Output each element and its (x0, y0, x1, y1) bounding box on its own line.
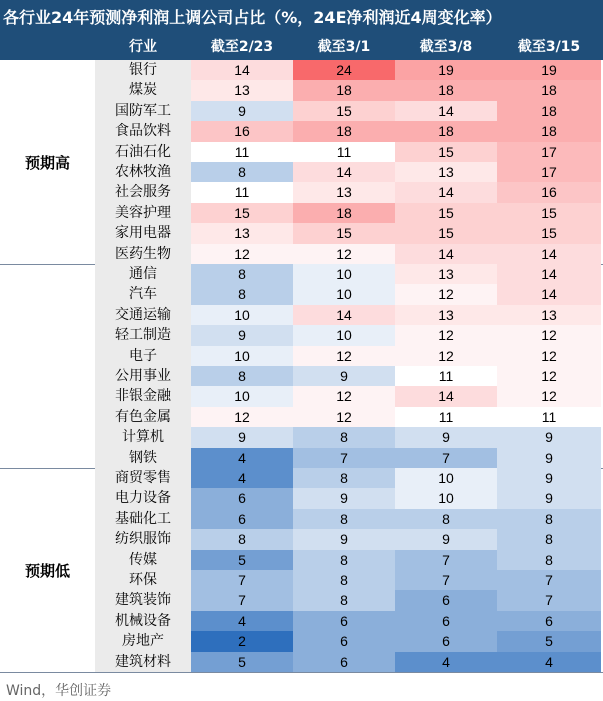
heat-cell: 19 (497, 60, 601, 80)
heat-cell: 18 (497, 101, 601, 121)
industry-label: 有色金属 (95, 407, 191, 427)
heat-cell: 9 (395, 529, 497, 549)
heat-cell: 8 (293, 570, 395, 590)
heat-cell: 11 (191, 142, 293, 162)
heat-cell: 11 (497, 407, 601, 427)
column-header: 截至3/8 (419, 39, 473, 55)
heat-cell: 14 (293, 162, 395, 182)
industry-label: 纺织服饰 (95, 529, 191, 549)
heat-cell: 9 (395, 427, 497, 447)
heat-cell: 14 (191, 60, 293, 80)
heat-cell: 6 (191, 509, 293, 529)
heat-cell: 9 (293, 529, 395, 549)
heat-cell: 12 (293, 386, 395, 406)
column-header: 截至3/1 (317, 39, 371, 55)
industry-label: 计算机 (95, 427, 191, 447)
heat-cell: 11 (293, 142, 395, 162)
heat-cell: 15 (395, 223, 497, 243)
heat-cell: 11 (395, 407, 497, 427)
industry-label: 电力设备 (95, 488, 191, 508)
heat-cell: 6 (395, 631, 497, 651)
heat-cell: 18 (293, 80, 395, 100)
heat-cell: 14 (395, 244, 497, 264)
table-row (95, 101, 603, 121)
industry-label: 电子 (95, 346, 191, 366)
heat-cell: 15 (497, 223, 601, 243)
heat-cell: 24 (293, 60, 395, 80)
heat-cell: 14 (395, 386, 497, 406)
heat-cell: 7 (497, 570, 601, 590)
table-row (95, 223, 603, 243)
heat-cell: 17 (497, 142, 601, 162)
heat-cell: 8 (293, 550, 395, 570)
heat-cell: 7 (497, 590, 601, 610)
heat-cell: 7 (293, 448, 395, 468)
industry-label: 医药生物 (95, 244, 191, 264)
heat-cell: 9 (191, 427, 293, 447)
industry-label: 通信 (95, 264, 191, 284)
heat-cell: 6 (191, 488, 293, 508)
table-row (95, 509, 603, 529)
heat-cell: 12 (191, 407, 293, 427)
heat-cell: 15 (191, 203, 293, 223)
heat-cell: 15 (395, 203, 497, 223)
heat-cell: 12 (293, 407, 395, 427)
heat-cell: 9 (497, 488, 601, 508)
heat-cell: 18 (497, 80, 601, 100)
industry-label: 环保 (95, 570, 191, 590)
heat-cell: 7 (395, 570, 497, 590)
table-row (95, 468, 603, 488)
heat-cell: 4 (191, 611, 293, 631)
heat-cell: 18 (293, 203, 395, 223)
industry-label: 社会服务 (95, 182, 191, 202)
table-row (95, 427, 603, 447)
industry-label: 建筑材料 (95, 652, 191, 672)
table-row (95, 488, 603, 508)
heat-cell: 8 (395, 509, 497, 529)
table-row (95, 182, 603, 202)
heat-cell: 7 (191, 570, 293, 590)
heat-cell: 12 (293, 244, 395, 264)
table-row (95, 590, 603, 610)
heat-cell: 6 (293, 611, 395, 631)
group-label (0, 264, 95, 468)
heat-cell: 8 (497, 529, 601, 549)
heat-cell: 12 (395, 284, 497, 304)
table-row (95, 284, 603, 304)
column-header: 截至2/23 (210, 39, 274, 55)
industry-label: 煤炭 (95, 80, 191, 100)
table-row (95, 570, 603, 590)
heat-cell: 9 (497, 468, 601, 488)
heat-cell: 12 (395, 325, 497, 345)
heat-cell: 15 (293, 223, 395, 243)
industry-label: 建筑装饰 (95, 590, 191, 610)
table-row (95, 162, 603, 182)
heat-cell: 6 (293, 652, 395, 672)
heat-cell: 17 (497, 162, 601, 182)
heat-cell: 15 (395, 142, 497, 162)
table-row (95, 652, 603, 672)
heat-cell: 8 (293, 590, 395, 610)
industry-label: 农林牧渔 (95, 162, 191, 182)
industry-label: 食品饮料 (95, 121, 191, 141)
column-header: 行业 (129, 39, 157, 55)
table-row (95, 325, 603, 345)
group-label: 预期高 (24, 153, 70, 172)
heat-cell: 13 (395, 162, 497, 182)
heat-cell: 10 (395, 468, 497, 488)
table-row (95, 529, 603, 549)
heat-cell: 18 (395, 80, 497, 100)
heat-cell: 13 (191, 80, 293, 100)
industry-label: 机械设备 (95, 611, 191, 631)
heat-cell: 4 (191, 448, 293, 468)
heat-cell: 4 (191, 468, 293, 488)
heat-cell: 16 (191, 121, 293, 141)
table-header-row (0, 35, 603, 60)
heat-cell: 19 (395, 60, 497, 80)
industry-label: 房地产 (95, 631, 191, 651)
table-row (95, 121, 603, 141)
heat-cell: 2 (191, 631, 293, 651)
heat-cell: 13 (497, 305, 601, 325)
heat-cell: 6 (395, 590, 497, 610)
industry-label: 公用事业 (95, 366, 191, 386)
heat-cell: 14 (293, 305, 395, 325)
industry-label: 国防军工 (95, 101, 191, 121)
table-row (95, 305, 603, 325)
table-row (95, 244, 603, 264)
industry-label: 轻工制造 (95, 325, 191, 345)
table-row (95, 407, 603, 427)
heat-cell: 18 (395, 121, 497, 141)
heat-cell: 8 (497, 509, 601, 529)
table-row (95, 386, 603, 406)
heat-cell: 12 (191, 244, 293, 264)
heat-cell: 14 (395, 182, 497, 202)
heat-cell: 8 (497, 550, 601, 570)
heat-cell: 13 (395, 264, 497, 284)
industry-label: 基础化工 (95, 509, 191, 529)
heat-cell: 10 (395, 488, 497, 508)
heat-cell: 11 (191, 182, 293, 202)
heat-cell: 8 (191, 529, 293, 549)
industry-label: 商贸零售 (95, 468, 191, 488)
table-bottom-border (0, 672, 603, 673)
heat-cell: 18 (497, 121, 601, 141)
industry-label: 家用电器 (95, 223, 191, 243)
heat-cell: 13 (395, 305, 497, 325)
heat-cell: 12 (293, 346, 395, 366)
heat-cell: 8 (293, 468, 395, 488)
group-label: 预期低 (24, 561, 70, 580)
heat-cell: 16 (497, 182, 601, 202)
heat-cell: 11 (395, 366, 497, 386)
heat-cell: 9 (191, 101, 293, 121)
table-row (95, 366, 603, 386)
heat-cell: 14 (497, 264, 601, 284)
heat-cell: 8 (191, 366, 293, 386)
heat-cell: 10 (293, 284, 395, 304)
heat-cell: 15 (497, 203, 601, 223)
heat-cell: 10 (191, 305, 293, 325)
heat-cell: 9 (191, 325, 293, 345)
table-row (95, 550, 603, 570)
industry-label: 美容护理 (95, 203, 191, 223)
heat-cell: 5 (191, 652, 293, 672)
table-row (95, 611, 603, 631)
heat-cell: 12 (497, 386, 601, 406)
heat-cell: 13 (293, 182, 395, 202)
heat-cell: 10 (191, 386, 293, 406)
heat-cell: 8 (293, 427, 395, 447)
heat-cell: 12 (497, 325, 601, 345)
heat-cell: 12 (497, 366, 601, 386)
industry-label: 银行 (95, 60, 191, 80)
source-note: Wind，华创证券 (6, 683, 112, 699)
heat-cell: 4 (395, 652, 497, 672)
heat-cell: 15 (293, 101, 395, 121)
table-row (95, 203, 603, 223)
table-row (95, 142, 603, 162)
industry-label: 钢铁 (95, 448, 191, 468)
heat-cell: 9 (293, 366, 395, 386)
heat-cell: 6 (497, 611, 601, 631)
heat-cell: 6 (395, 611, 497, 631)
heat-cell: 14 (497, 284, 601, 304)
heat-cell: 12 (395, 346, 497, 366)
industry-label: 交通运输 (95, 305, 191, 325)
heat-cell: 10 (293, 264, 395, 284)
industry-label: 非银金融 (95, 386, 191, 406)
heat-cell: 9 (293, 488, 395, 508)
heat-cell: 9 (497, 448, 601, 468)
heat-cell: 8 (293, 509, 395, 529)
column-header: 截至3/15 (517, 39, 581, 55)
heat-cell: 12 (497, 346, 601, 366)
heat-cell: 6 (293, 631, 395, 651)
heat-cell: 7 (395, 550, 497, 570)
table-row (95, 60, 603, 80)
heat-cell: 9 (497, 427, 601, 447)
heat-cell: 8 (191, 284, 293, 304)
table-row (95, 80, 603, 100)
heat-cell: 5 (497, 631, 601, 651)
industry-label: 石油石化 (95, 142, 191, 162)
table-row (95, 631, 603, 651)
table-row (95, 448, 603, 468)
table-row (95, 346, 603, 366)
industry-label: 传媒 (95, 550, 191, 570)
heat-cell: 7 (395, 448, 497, 468)
heat-cell: 18 (293, 121, 395, 141)
heat-cell: 10 (293, 325, 395, 345)
heat-cell: 8 (191, 162, 293, 182)
industry-label: 汽车 (95, 284, 191, 304)
table-title: 各行业24年预测净利润上调公司占比（%，24E净利润近4周变化率） (0, 0, 603, 35)
heat-cell: 13 (191, 223, 293, 243)
heat-cell: 14 (497, 244, 601, 264)
heat-cell: 4 (497, 652, 601, 672)
heat-cell: 14 (395, 101, 497, 121)
heat-cell: 10 (191, 346, 293, 366)
heat-cell: 8 (191, 264, 293, 284)
heat-cell: 5 (191, 550, 293, 570)
heat-cell: 7 (191, 590, 293, 610)
table-row (95, 264, 603, 284)
